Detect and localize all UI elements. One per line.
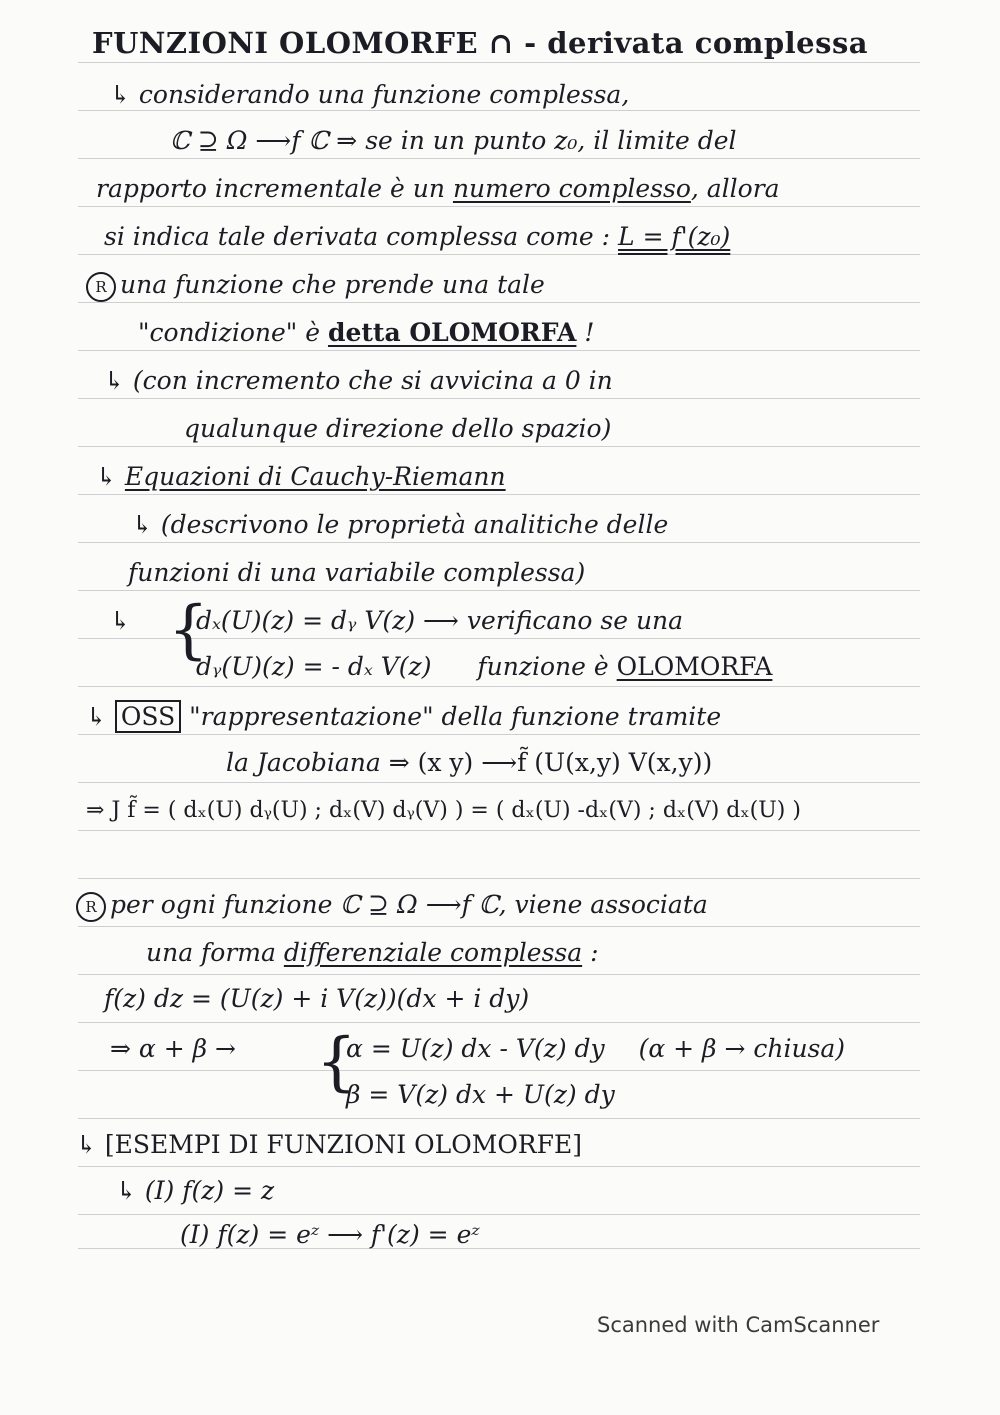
note-text: verificano se una	[466, 606, 684, 635]
jacobian-mapping: (x y) ⟶f̃ (U(x,y) V(x,y))	[417, 748, 713, 777]
rule	[78, 1022, 920, 1023]
rule	[78, 1070, 920, 1071]
derivative-formula: L = f'(z₀)	[618, 222, 731, 251]
note-text: si indica tale derivata complessa come :	[104, 222, 611, 251]
example-2: (I) f(z) = eᶻ ⟶ f'(z) = eᶻ	[180, 1220, 480, 1249]
note-line-5	[86, 270, 545, 302]
note-line-9	[96, 462, 506, 492]
arrow-right-icon: ⇒	[110, 1034, 139, 1063]
note-line-12	[110, 606, 131, 636]
cauchy-riemann-eq-1	[196, 606, 683, 636]
olomorfa-label: OLOMORFA	[616, 652, 773, 681]
rule	[78, 926, 920, 927]
note-line-2	[170, 126, 737, 156]
note-text: (α + β → chiusa)	[638, 1034, 846, 1063]
differential-form: f(z) dz = (U(z) + i V(z))(dx + i dy)	[104, 984, 530, 1013]
note-line-19	[104, 984, 529, 1014]
rule	[78, 350, 920, 351]
rule	[78, 1118, 920, 1119]
arrow-right-icon: →	[215, 1034, 236, 1063]
rule	[78, 1166, 920, 1167]
branch-arrow-icon: ↳	[132, 510, 161, 539]
note-line-20	[110, 1034, 236, 1064]
note-text: "rappresentazione" della funzione tramite	[189, 702, 722, 731]
rule	[78, 62, 920, 63]
section-heading: Equazioni di Cauchy-Riemann	[124, 462, 506, 491]
rule	[78, 158, 920, 159]
note-line-18	[146, 938, 599, 968]
note-line-14	[86, 702, 721, 732]
rule	[78, 398, 920, 399]
rule	[78, 542, 920, 543]
olomorfa-definition: detta OLOMORFA	[327, 318, 577, 347]
rule	[78, 1214, 920, 1215]
example-1: (I) f(z) = z	[144, 1176, 275, 1205]
circled-r-icon: R	[76, 892, 106, 922]
note-line-11	[128, 558, 585, 588]
note-text: !	[584, 318, 595, 347]
page-title	[92, 28, 868, 58]
note-line-10	[132, 510, 668, 540]
examples-heading: [ESEMPI DI FUNZIONI OLOMORFE]	[104, 1130, 582, 1159]
note-line-6	[138, 318, 594, 348]
note-text: ℂ ⊇ Ω ⟶f ℂ ⇒ se in un punto z₀, il limite del	[170, 126, 737, 155]
beta-equation	[346, 1080, 615, 1110]
rule	[78, 254, 920, 255]
note-line-1	[110, 80, 629, 110]
note-text: (con incremento che si avvicina a 0 in	[132, 366, 613, 395]
arrow-right-icon: ⇒	[388, 748, 418, 777]
rule	[78, 974, 920, 975]
note-line-3	[96, 174, 780, 204]
alpha-equation	[346, 1034, 845, 1064]
note-text: una funzione che prende una tale	[120, 270, 545, 299]
rule	[78, 590, 920, 591]
note-text: :	[590, 938, 599, 967]
arrow-right-icon: ⇒	[86, 798, 112, 823]
note-text: rapporto incrementale è un	[96, 174, 445, 203]
oss-box: OSS	[115, 700, 181, 733]
note-text: (descrivono le proprietà analitiche delle	[160, 510, 669, 539]
note-line-17	[76, 890, 708, 922]
scanner-watermark: Scanned with CamScanner	[597, 1313, 880, 1337]
rule	[78, 302, 920, 303]
note-line-4	[104, 222, 730, 252]
note-text: funzioni di una variabile complessa)	[128, 558, 586, 587]
system-brace: {	[168, 593, 209, 667]
equation-text: α + β	[138, 1034, 208, 1063]
branch-arrow-icon: ↳	[116, 1176, 145, 1205]
rule	[78, 830, 920, 831]
note-line-16	[86, 796, 801, 826]
note-text: considerando una funzione complessa,	[138, 80, 630, 109]
note-line-24	[180, 1220, 480, 1250]
rule	[78, 686, 920, 687]
system-brace: {	[316, 1025, 357, 1099]
underlined-text: numero complesso	[452, 174, 691, 203]
arrow-right-icon: ⟶	[423, 606, 467, 635]
note-text: , allora	[690, 174, 780, 203]
rule	[78, 494, 920, 495]
rule	[78, 110, 920, 111]
note-line-22	[76, 1130, 582, 1160]
note-line-8	[184, 414, 611, 444]
cauchy-riemann-eq-2	[196, 652, 772, 682]
note-text: una forma	[146, 938, 276, 967]
branch-arrow-icon: ↳	[110, 606, 131, 635]
jacobian-matrix: J f̃ = ( dₓ(U) dᵧ(U) ; dₓ(V) dᵧ(V) ) = ( dₓ(U) -dₓ(V) ; dₓ(V) dₓ(U) )	[111, 798, 801, 823]
note-line-15	[226, 748, 712, 778]
note-text: "condizione" è	[138, 318, 321, 347]
rule	[78, 734, 920, 735]
rule	[78, 206, 920, 207]
equation-text: dₓ(U)(z) = dᵧ V(z)	[196, 606, 416, 635]
rule	[78, 446, 920, 447]
note-text: funzione è	[477, 652, 609, 681]
equation-text: α = U(z) dx - V(z) dy	[346, 1034, 605, 1063]
title-text: FUNZIONI OLOMORFE ∩ - derivata complessa	[92, 26, 869, 60]
circled-r-icon: R	[86, 272, 116, 302]
rule	[78, 782, 920, 783]
note-text: qualunque direzione dello spazio)	[184, 414, 612, 443]
branch-arrow-icon: ↳	[110, 80, 139, 109]
note-text: per ogni funzione ℂ ⊇ Ω ⟶f ℂ, viene associata	[110, 890, 708, 919]
equation-text: dᵧ(U)(z) = - dₓ V(z)	[196, 652, 432, 681]
branch-arrow-icon: ↳	[96, 462, 125, 491]
note-line-23	[116, 1176, 274, 1206]
branch-arrow-icon: ↳	[76, 1130, 105, 1159]
branch-arrow-icon: ↳	[104, 366, 133, 395]
note-text: la Jacobiana	[226, 748, 381, 777]
underlined-text: differenziale complessa	[283, 938, 583, 967]
rule	[78, 878, 920, 879]
equation-text: β = V(z) dx + U(z) dy	[346, 1080, 615, 1109]
branch-arrow-icon: ↳	[86, 702, 115, 731]
note-line-7	[104, 366, 613, 396]
